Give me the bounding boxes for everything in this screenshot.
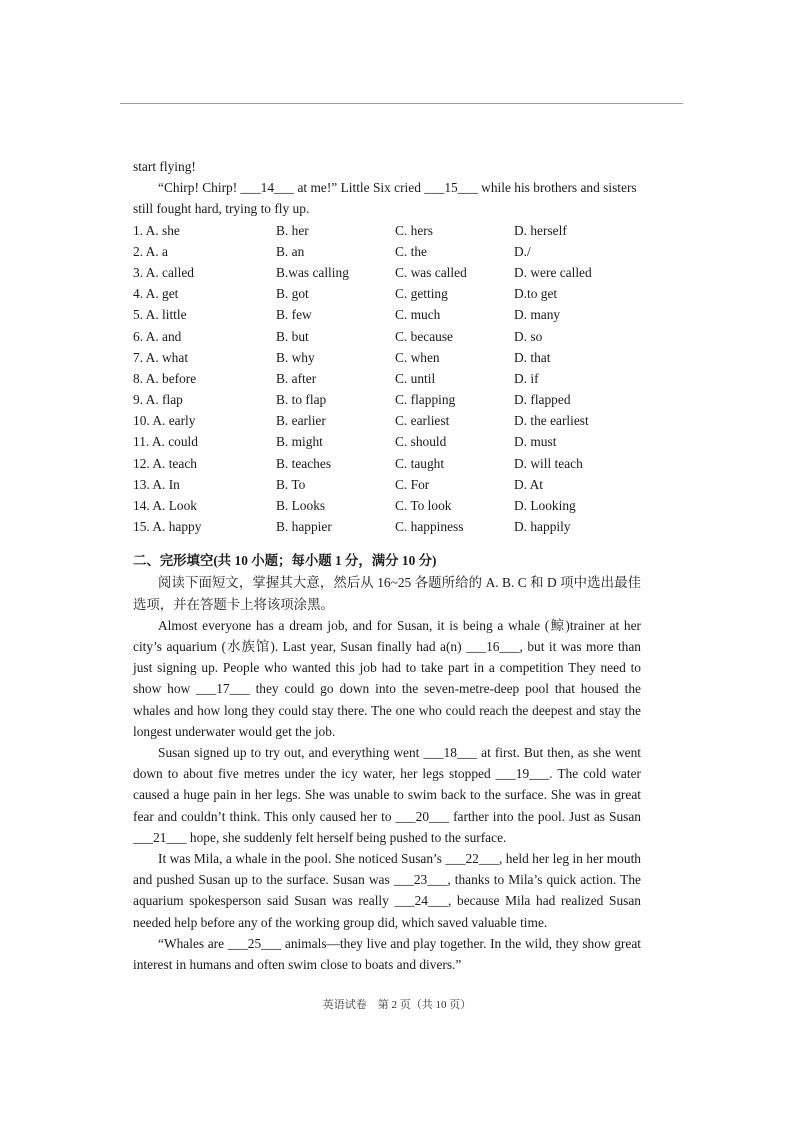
passage-paragraph: Almost everyone has a dream job, and for Susan, it is being a whale (鲸)trainer at her city’s aquarium (水族馆). Last year, Susan finally had a(n) ___16___, but it was more than just signing up. People who wanted this job had to take part in a competition They need to show how ___17___ they could go down into the seven-metre-deep pool that housed the whales and how long they could stay there. The one who could reach the deepest and stay the longest underwater would get the job. bbox=[133, 617, 641, 739]
option-row bbox=[133, 389, 641, 410]
passage-continuation-line: start flying! bbox=[133, 159, 196, 174]
option-b: B. after bbox=[276, 370, 317, 386]
passage-paragraph: “Whales are ___25___ animals—they live and play together. In the wild, they show great interest in humans and often swim close to boats and divers.” bbox=[133, 935, 641, 973]
option-a: 6. A. and bbox=[133, 328, 182, 344]
option-a: 1. A. she bbox=[133, 222, 180, 238]
option-a: 9. A. flap bbox=[133, 392, 183, 408]
page-footer: 英语试卷 第 2 页（共 10 页） bbox=[322, 999, 472, 1011]
option-row bbox=[133, 453, 641, 474]
option-c: C. For bbox=[395, 476, 430, 492]
option-c: C. hers bbox=[395, 222, 433, 238]
option-b: B. why bbox=[276, 349, 315, 365]
option-b: B. her bbox=[276, 222, 309, 238]
option-d: D. that bbox=[514, 349, 551, 365]
option-row bbox=[133, 283, 641, 304]
option-d: D. will teach bbox=[514, 455, 583, 471]
option-b: B. To bbox=[276, 476, 306, 492]
option-c: C. when bbox=[395, 349, 440, 365]
option-b: B. Looks bbox=[276, 498, 326, 513]
option-a: 10. A. early bbox=[133, 413, 196, 429]
option-row bbox=[133, 241, 641, 262]
option-a: 8. A. before bbox=[133, 370, 197, 386]
option-d: D. if bbox=[514, 370, 539, 386]
options-list bbox=[133, 220, 641, 538]
option-row bbox=[133, 304, 641, 325]
option-b: B. earlier bbox=[276, 413, 326, 429]
option-d: D. flapped bbox=[514, 392, 571, 408]
option-row bbox=[133, 516, 641, 537]
option-b: B. got bbox=[276, 286, 309, 302]
option-c: C. because bbox=[395, 328, 454, 344]
option-a: 7. A. what bbox=[133, 349, 189, 365]
option-row bbox=[133, 347, 641, 368]
header-rule bbox=[120, 103, 683, 104]
option-d: D. must bbox=[514, 434, 557, 450]
option-d: D. so bbox=[514, 328, 543, 344]
option-a: 13. A. In bbox=[133, 476, 180, 492]
option-row bbox=[133, 410, 641, 431]
option-row bbox=[133, 431, 641, 452]
option-b: B. an bbox=[276, 243, 305, 259]
option-c: C. should bbox=[395, 434, 447, 450]
option-b: B. to flap bbox=[276, 392, 327, 408]
page-content bbox=[133, 156, 641, 975]
option-d: D. herself bbox=[514, 222, 567, 238]
passage-paragraph: It was Mila, a whale in the pool. She noticed Susan’s ___22___, held her leg in her mouth and pushed Susan up to the surface. Susan was ___23___, thanks to Mila’s quick action. The aquarium spokesperson said Susan was really ___24___, because Mila had realized Susan needed help before any of the working group did, which saved valuable time. bbox=[133, 851, 641, 930]
option-d: D. were called bbox=[514, 264, 592, 280]
option-row bbox=[133, 474, 641, 495]
option-c: C. much bbox=[395, 307, 441, 323]
passage-continuation-line: still fought hard, trying to fly up. bbox=[133, 201, 310, 217]
option-b: B. happier bbox=[276, 519, 332, 535]
option-a: 11. A. could bbox=[133, 434, 198, 450]
option-c: C. flapping bbox=[395, 392, 456, 408]
section-gap bbox=[133, 537, 641, 550]
option-d: D. many bbox=[514, 307, 561, 323]
option-a: 2. A. a bbox=[133, 243, 168, 259]
option-row bbox=[133, 326, 641, 347]
option-c: C. the bbox=[395, 243, 427, 259]
option-d: D. the earliest bbox=[514, 413, 589, 429]
section-instruction: 阅读下面短文，掌握其大意，然后从 16~25 各题所给的 A. B. C 和 D 项中选出最佳选项，并在答题卡上将该项涂黑。 bbox=[133, 575, 641, 612]
option-c: C. until bbox=[395, 370, 436, 386]
option-a: 4. A. get bbox=[133, 286, 179, 302]
section-title: 二、完形填空(共 10 小题；每小题 1 分，满分 10 分) bbox=[133, 553, 437, 569]
passage-paragraph: Susan signed up to try out, and everything went ___18___ at first. But then, as she went down to about five metres under the icy water, her legs stopped ___19___. The cold water caused a huge pain in her legs. She was unable to swim back to the surface. She was in great fear and couldn’t think. This only caused her to ___20___ farther into the pool. Just as Susan ___21___ hope, she suddenly felt herself being pushed to the surface. bbox=[133, 745, 641, 845]
option-a: 14. A. Look bbox=[133, 498, 197, 513]
passage-continuation-line: “Chirp! Chirp! ___14___ at me!” Little Six cried ___15___ while his brothers and sisters bbox=[158, 180, 637, 196]
option-row bbox=[133, 262, 641, 283]
option-c: C. earliest bbox=[395, 413, 450, 429]
option-c: C. To look bbox=[395, 498, 452, 513]
option-b: B.was calling bbox=[276, 264, 349, 280]
option-c: C. getting bbox=[395, 286, 448, 302]
option-d: D. Looking bbox=[514, 498, 576, 513]
option-row bbox=[133, 220, 641, 241]
option-d: D./ bbox=[514, 243, 531, 259]
option-a: 3. A. called bbox=[133, 264, 194, 280]
option-a: 12. A. teach bbox=[133, 455, 197, 471]
option-b: B. might bbox=[276, 434, 323, 450]
option-c: C. happiness bbox=[395, 519, 464, 535]
option-row bbox=[133, 495, 641, 516]
option-c: C. was called bbox=[395, 264, 467, 280]
option-d: D.to get bbox=[514, 286, 558, 302]
option-b: B. teaches bbox=[276, 455, 332, 471]
option-row bbox=[133, 368, 641, 389]
option-a: 15. A. happy bbox=[133, 519, 202, 535]
option-b: B. but bbox=[276, 328, 309, 344]
option-a: 5. A. little bbox=[133, 307, 187, 323]
option-c: C. taught bbox=[395, 455, 445, 471]
option-d: D. happily bbox=[514, 519, 571, 535]
option-b: B. few bbox=[276, 307, 312, 323]
option-d: D. At bbox=[514, 476, 544, 492]
